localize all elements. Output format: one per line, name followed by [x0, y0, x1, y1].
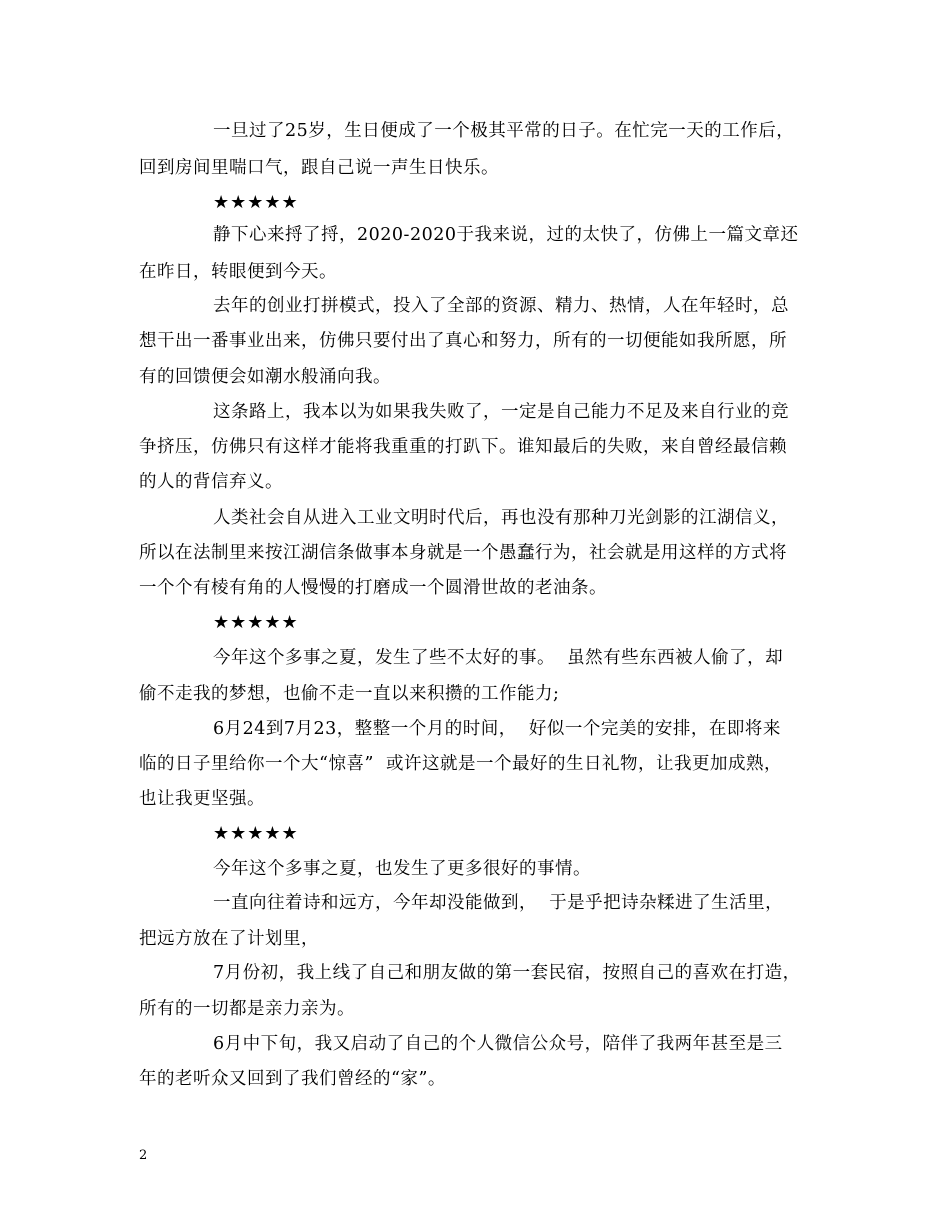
paragraph-line: 去年的创业打拼模式，投入了全部的资源、精力、热情，人在年轻时，总 [213, 296, 789, 316]
paragraph-line: 把远方放在了计划里， [139, 929, 319, 949]
paragraph-line: 一旦过了25岁，生日便成了一个极其平常的日子。在忙完一天的工作后， [213, 121, 795, 141]
paragraph-line: 回到房间里喘口气，跟自己说一声生日快乐。 [139, 158, 499, 178]
paragraph-line: 所有的一切都是亲力亲为。 [139, 999, 355, 1019]
paragraph-line: 在昨日，转眼便到今天。 [139, 262, 337, 282]
star-separator: ★★★★★ [213, 192, 299, 213]
paragraph-line: 人类社会自从进入工业文明时代后，再也没有那种刀光剑影的江湖信义， [213, 508, 789, 528]
paragraph-line: 静下心来捋了捋，2020-2020于我来说，过的太快了，仿佛上一篇文章还 [213, 225, 799, 245]
paragraph-line: 临的日子里给你一个大“惊喜” 或许这就是一个最好的生日礼物，让我更加成熟， [139, 754, 783, 774]
paragraph-line: 今年这个多事之夏，发生了些不太好的事。 虽然有些东西被人偷了，却 [213, 648, 784, 668]
paragraph-line: 有的回馈便会如潮水般涌向我。 [139, 367, 391, 387]
paragraph-line: 7月份初，我上线了自己和朋友做的第一套民宿，按照自己的喜欢在打造， [213, 963, 801, 983]
paragraph-line: 6月中下旬，我又启动了自己的个人微信公众号，陪伴了我两年甚至是三 [213, 1034, 783, 1054]
paragraph-line: 争挤压，仿佛只有这样才能将我重重的打趴下。谁知最后的失败，来自曾经最信赖 [139, 437, 787, 457]
paragraph-line: 这条路上，我本以为如果我失败了，一定是自己能力不足及来自行业的竞 [213, 402, 789, 422]
paragraph-line: 年的老听众又回到了我们曾经的“家”。 [139, 1069, 446, 1089]
paragraph-line: 偷不走我的梦想，也偷不走一直以来积攒的工作能力; [139, 684, 560, 704]
paragraph-line: 6月24到7月23，整整一个月的时间， 好似一个完美的安排，在即将来 [213, 719, 781, 739]
star-separator: ★★★★★ [213, 612, 299, 633]
paragraph-line: 所以在法制里来按江湖信条做事本身就是一个愚蠢行为，社会就是用这样的方式将 [139, 543, 787, 563]
page-number: 2 [139, 1148, 148, 1163]
paragraph-line: 的人的背信弃义。 [139, 472, 283, 492]
paragraph-line: 今年这个多事之夏，也发生了更多很好的事情。 [213, 859, 591, 879]
paragraph-line: 也让我更坚强。 [139, 789, 265, 809]
paragraph-line: 一个个有棱有角的人慢慢的打磨成一个圆滑世故的老油条。 [139, 578, 607, 598]
paragraph-line: 想干出一番事业出来，仿佛只要付出了真心和努力，所有的一切便能如我所愿，所 [139, 331, 787, 351]
paragraph-line: 一直向往着诗和远方，今年却没能做到， 于是乎把诗杂糅进了生活里， [213, 893, 784, 913]
star-separator: ★★★★★ [213, 823, 299, 844]
